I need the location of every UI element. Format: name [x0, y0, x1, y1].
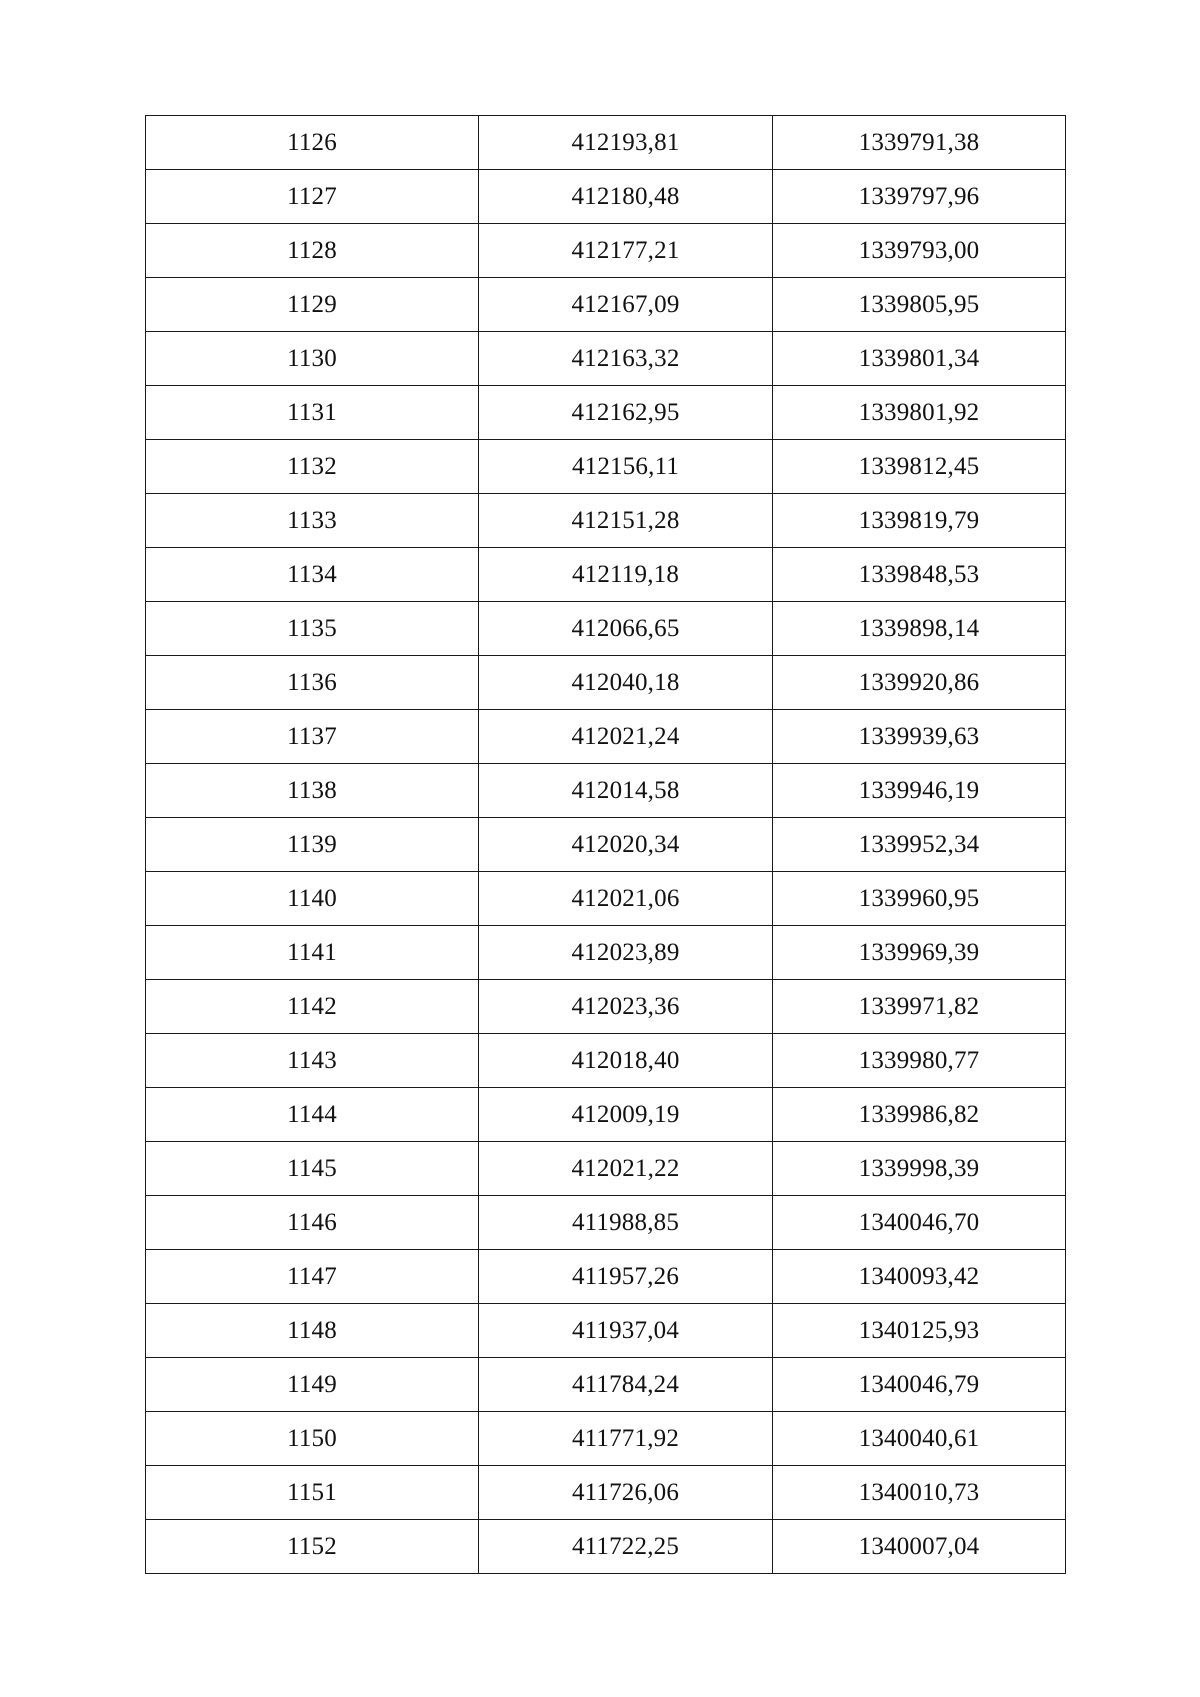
y-coordinate-cell: 1339971,82 [773, 980, 1066, 1034]
y-coordinate-cell: 1340007,04 [773, 1520, 1066, 1574]
point-number-cell: 1143 [146, 1034, 479, 1088]
point-number-cell: 1140 [146, 872, 479, 926]
point-number-cell: 1127 [146, 170, 479, 224]
y-coordinate-cell: 1339819,79 [773, 494, 1066, 548]
y-coordinate-cell: 1339939,63 [773, 710, 1066, 764]
x-coordinate-cell: 412119,18 [479, 548, 773, 602]
point-number-cell: 1131 [146, 386, 479, 440]
x-coordinate-cell: 412193,81 [479, 116, 773, 170]
point-number-cell: 1132 [146, 440, 479, 494]
coordinates-table [145, 115, 1066, 1574]
table-row [146, 1142, 1066, 1196]
table-row [146, 1034, 1066, 1088]
table-row [146, 1250, 1066, 1304]
x-coordinate-cell: 412014,58 [479, 764, 773, 818]
table-row [146, 1358, 1066, 1412]
point-number-cell: 1128 [146, 224, 479, 278]
coordinates-table-body [146, 116, 1066, 1574]
y-coordinate-cell: 1340125,93 [773, 1304, 1066, 1358]
table-row [146, 224, 1066, 278]
point-number-cell: 1150 [146, 1412, 479, 1466]
y-coordinate-cell: 1339812,45 [773, 440, 1066, 494]
x-coordinate-cell: 412163,32 [479, 332, 773, 386]
x-coordinate-cell: 412023,89 [479, 926, 773, 980]
x-coordinate-cell: 412023,36 [479, 980, 773, 1034]
table-row [146, 926, 1066, 980]
y-coordinate-cell: 1339898,14 [773, 602, 1066, 656]
y-coordinate-cell: 1339969,39 [773, 926, 1066, 980]
y-coordinate-cell: 1339998,39 [773, 1142, 1066, 1196]
x-coordinate-cell: 412021,22 [479, 1142, 773, 1196]
x-coordinate-cell: 412151,28 [479, 494, 773, 548]
point-number-cell: 1147 [146, 1250, 479, 1304]
table-row [146, 1088, 1066, 1142]
table-row [146, 440, 1066, 494]
point-number-cell: 1145 [146, 1142, 479, 1196]
x-coordinate-cell: 411726,06 [479, 1466, 773, 1520]
table-row [146, 872, 1066, 926]
y-coordinate-cell: 1339801,92 [773, 386, 1066, 440]
point-number-cell: 1138 [146, 764, 479, 818]
y-coordinate-cell: 1339801,34 [773, 332, 1066, 386]
x-coordinate-cell: 411722,25 [479, 1520, 773, 1574]
x-coordinate-cell: 412040,18 [479, 656, 773, 710]
point-number-cell: 1134 [146, 548, 479, 602]
table-row [146, 332, 1066, 386]
y-coordinate-cell: 1339920,86 [773, 656, 1066, 710]
x-coordinate-cell: 412021,06 [479, 872, 773, 926]
point-number-cell: 1137 [146, 710, 479, 764]
y-coordinate-cell: 1339805,95 [773, 278, 1066, 332]
table-row [146, 1466, 1066, 1520]
y-coordinate-cell: 1340046,79 [773, 1358, 1066, 1412]
point-number-cell: 1133 [146, 494, 479, 548]
x-coordinate-cell: 412180,48 [479, 170, 773, 224]
table-row [146, 548, 1066, 602]
table-row [146, 1304, 1066, 1358]
y-coordinate-cell: 1339797,96 [773, 170, 1066, 224]
x-coordinate-cell: 412177,21 [479, 224, 773, 278]
x-coordinate-cell: 411957,26 [479, 1250, 773, 1304]
x-coordinate-cell: 412009,19 [479, 1088, 773, 1142]
table-row [146, 980, 1066, 1034]
point-number-cell: 1144 [146, 1088, 479, 1142]
y-coordinate-cell: 1340046,70 [773, 1196, 1066, 1250]
y-coordinate-cell: 1339986,82 [773, 1088, 1066, 1142]
table-row [146, 116, 1066, 170]
x-coordinate-cell: 412020,34 [479, 818, 773, 872]
x-coordinate-cell: 412167,09 [479, 278, 773, 332]
y-coordinate-cell: 1340093,42 [773, 1250, 1066, 1304]
x-coordinate-cell: 412018,40 [479, 1034, 773, 1088]
table-row [146, 764, 1066, 818]
point-number-cell: 1126 [146, 116, 479, 170]
y-coordinate-cell: 1339952,34 [773, 818, 1066, 872]
y-coordinate-cell: 1339848,53 [773, 548, 1066, 602]
point-number-cell: 1136 [146, 656, 479, 710]
y-coordinate-cell: 1340010,73 [773, 1466, 1066, 1520]
x-coordinate-cell: 412162,95 [479, 386, 773, 440]
y-coordinate-cell: 1339791,38 [773, 116, 1066, 170]
point-number-cell: 1130 [146, 332, 479, 386]
y-coordinate-cell: 1339946,19 [773, 764, 1066, 818]
table-row [146, 818, 1066, 872]
point-number-cell: 1146 [146, 1196, 479, 1250]
table-row [146, 170, 1066, 224]
x-coordinate-cell: 411937,04 [479, 1304, 773, 1358]
point-number-cell: 1149 [146, 1358, 479, 1412]
y-coordinate-cell: 1339960,95 [773, 872, 1066, 926]
x-coordinate-cell: 412156,11 [479, 440, 773, 494]
table-row [146, 1520, 1066, 1574]
x-coordinate-cell: 411784,24 [479, 1358, 773, 1412]
point-number-cell: 1152 [146, 1520, 479, 1574]
y-coordinate-cell: 1340040,61 [773, 1412, 1066, 1466]
point-number-cell: 1141 [146, 926, 479, 980]
x-coordinate-cell: 412066,65 [479, 602, 773, 656]
x-coordinate-cell: 411771,92 [479, 1412, 773, 1466]
x-coordinate-cell: 411988,85 [479, 1196, 773, 1250]
point-number-cell: 1142 [146, 980, 479, 1034]
y-coordinate-cell: 1339980,77 [773, 1034, 1066, 1088]
table-row [146, 386, 1066, 440]
point-number-cell: 1135 [146, 602, 479, 656]
x-coordinate-cell: 412021,24 [479, 710, 773, 764]
table-row [146, 1412, 1066, 1466]
point-number-cell: 1139 [146, 818, 479, 872]
point-number-cell: 1148 [146, 1304, 479, 1358]
table-row [146, 710, 1066, 764]
table-row [146, 656, 1066, 710]
table-row [146, 494, 1066, 548]
point-number-cell: 1151 [146, 1466, 479, 1520]
table-row [146, 1196, 1066, 1250]
table-row [146, 602, 1066, 656]
y-coordinate-cell: 1339793,00 [773, 224, 1066, 278]
table-row [146, 278, 1066, 332]
point-number-cell: 1129 [146, 278, 479, 332]
